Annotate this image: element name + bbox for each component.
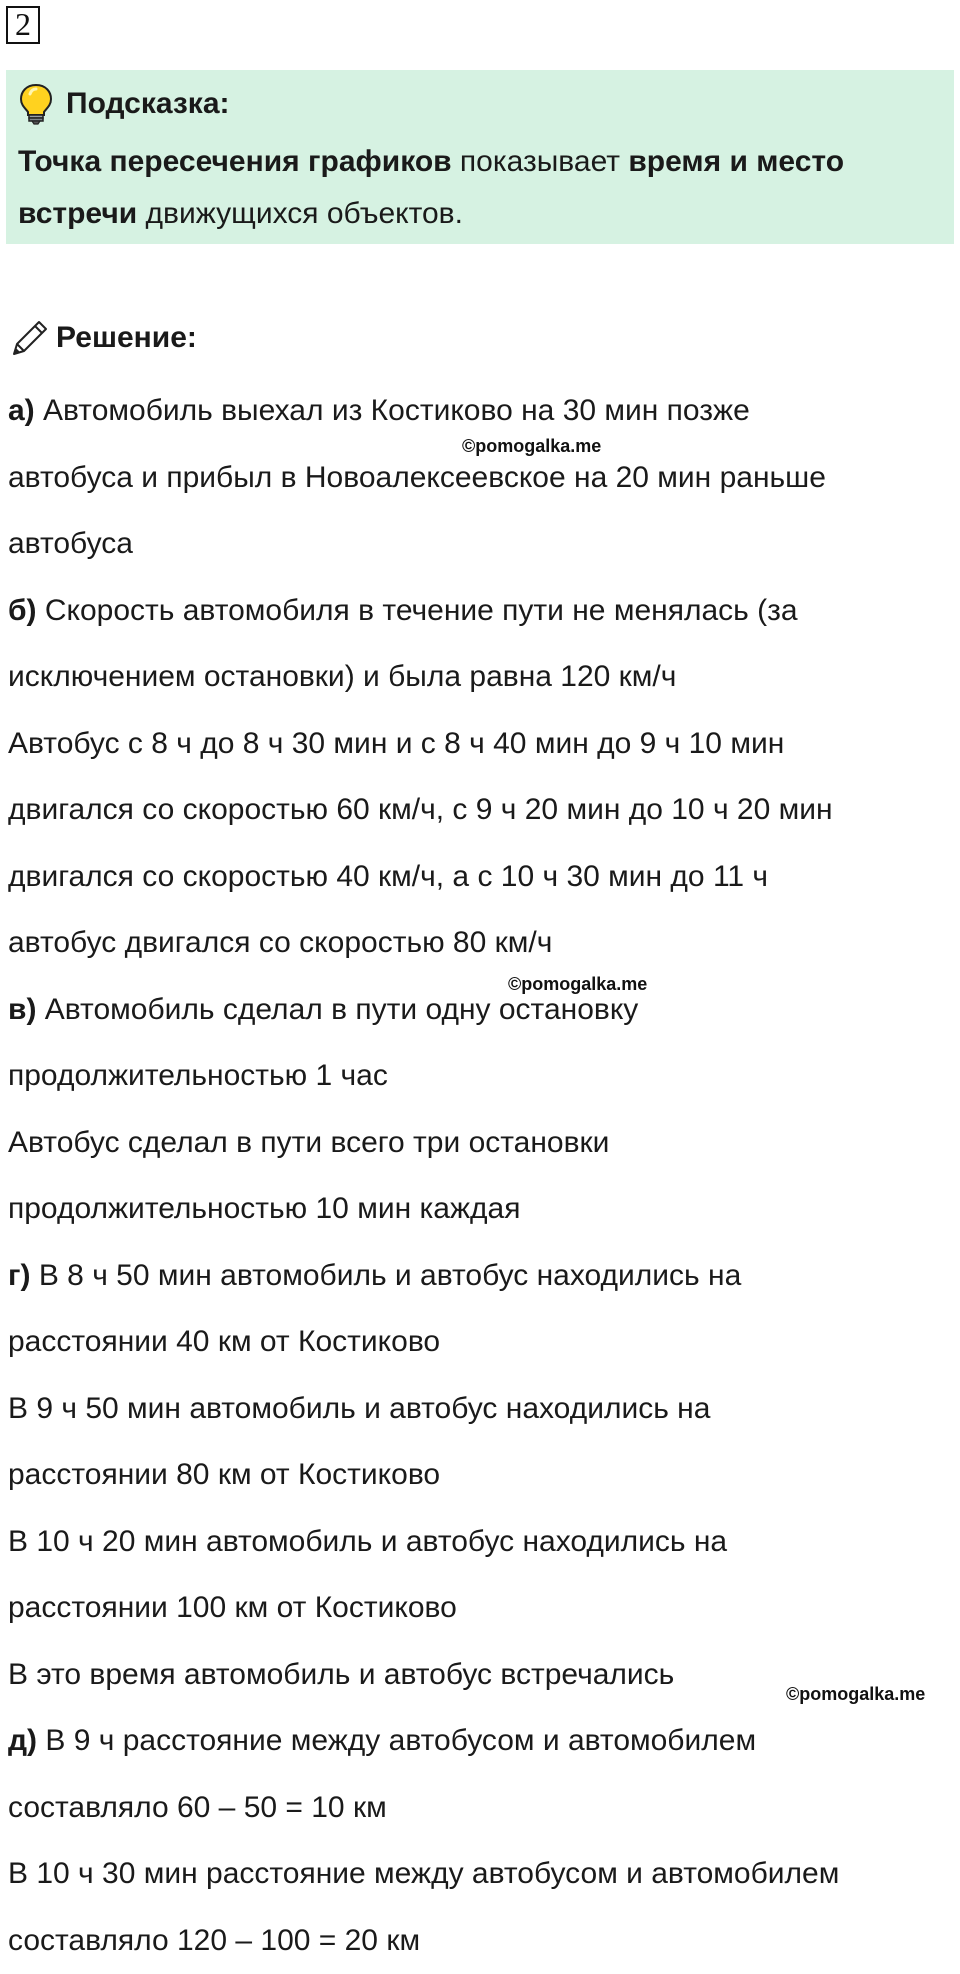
item-label: в) (8, 993, 36, 1026)
solution-line (8, 1043, 956, 1110)
item-label: а) (8, 394, 35, 427)
line-text: Автобус сделал в пути всего три остановки (8, 1126, 609, 1159)
item-label: д) (8, 1724, 37, 1757)
solution-title-text: Решение: (56, 321, 197, 355)
solution-line (8, 644, 956, 711)
watermark: ©pomogalka.me (508, 974, 647, 995)
line-text: В 8 ч 50 мин автомобиль и автобус находились на (31, 1259, 742, 1292)
solution-line (8, 1442, 956, 1509)
line-text: Автобус с 8 ч до 8 ч 30 мин и с 8 ч 40 мин до 9 ч 10 мин (8, 727, 784, 760)
line-text: расстоянии 100 км от Костиково (8, 1591, 457, 1624)
line-text: составляло 120 – 100 = 20 км (8, 1924, 420, 1957)
line-text: продолжительностью 10 мин каждая (8, 1192, 520, 1225)
solution-line (8, 1509, 956, 1576)
line-text: исключением остановки) и была равна 120 км/ч (8, 660, 676, 693)
solution-line (8, 1110, 956, 1177)
solution-body (8, 378, 956, 1974)
task-number-badge: 2 (6, 6, 40, 44)
solution-line (8, 777, 956, 844)
solution-title (8, 316, 197, 360)
line-text: В 10 ч 30 мин расстояние между автобусом и автомобилем (8, 1857, 839, 1890)
hint-bold-1: Точка пересечения графиков (18, 145, 452, 178)
hint-text-1: показывает (452, 145, 629, 178)
solution-line (8, 1376, 956, 1443)
pencil-icon (8, 316, 52, 360)
hint-text-2: движущихся объектов. (137, 197, 463, 230)
solution-line (8, 711, 956, 778)
solution-line (8, 1309, 956, 1376)
line-text: двигался со скоростью 40 км/ч, а с 10 ч 30 мин до 11 ч (8, 860, 768, 893)
watermark: ©pomogalka.me (462, 436, 601, 457)
line-text: расстоянии 80 км от Костиково (8, 1458, 440, 1491)
solution-line (8, 378, 956, 445)
item-label: б) (8, 594, 37, 627)
hint-bold-2: время и место (628, 145, 844, 178)
hint-title-text: Подсказка: (66, 87, 230, 121)
hint-title (18, 80, 942, 128)
solution-line (8, 1243, 956, 1310)
line-text: расстоянии 40 км от Костиково (8, 1325, 440, 1358)
solution-line (8, 1775, 956, 1842)
solution-line (8, 578, 956, 645)
line-text: автобуса и прибыл в Новоалексеевское на 20 мин раньше (8, 461, 826, 494)
solution-line (8, 1708, 956, 1775)
line-text: составляло 60 – 50 = 10 км (8, 1791, 387, 1824)
line-text: В 9 ч расстояние между автобусом и автомобилем (37, 1724, 756, 1757)
line-text: В 9 ч 50 мин автомобиль и автобус находились на (8, 1392, 710, 1425)
hint-bold-3: встречи (18, 197, 137, 230)
line-text: Скорость автомобиля в течение пути не менялась (за (37, 594, 798, 627)
solution-line (8, 1575, 956, 1642)
watermark: ©pomogalka.me (786, 1684, 925, 1705)
solution-line (8, 1908, 956, 1974)
hint-box (6, 70, 954, 244)
solution-line (8, 511, 956, 578)
line-text: автобус двигался со скоростью 80 км/ч (8, 926, 552, 959)
solution-line (8, 1841, 956, 1908)
solution-line (8, 1176, 956, 1243)
line-text: автобуса (8, 527, 133, 560)
solution-line (8, 977, 956, 1044)
hint-text (18, 136, 942, 240)
line-text: продолжительностью 1 час (8, 1059, 388, 1092)
solution-line (8, 844, 956, 911)
line-text: Автомобиль сделал в пути одну остановку (36, 993, 638, 1026)
solution-line (8, 910, 956, 977)
line-text: Автомобиль выехал из Костиково на 30 мин позже (35, 394, 750, 427)
lightbulb-icon (18, 83, 54, 125)
line-text: В это время автомобиль и автобус встречались (8, 1658, 674, 1691)
line-text: двигался со скоростью 60 км/ч, с 9 ч 20 мин до 10 ч 20 мин (8, 793, 833, 826)
item-label: г) (8, 1259, 31, 1292)
line-text: В 10 ч 20 мин автомобиль и автобус находились на (8, 1525, 727, 1558)
